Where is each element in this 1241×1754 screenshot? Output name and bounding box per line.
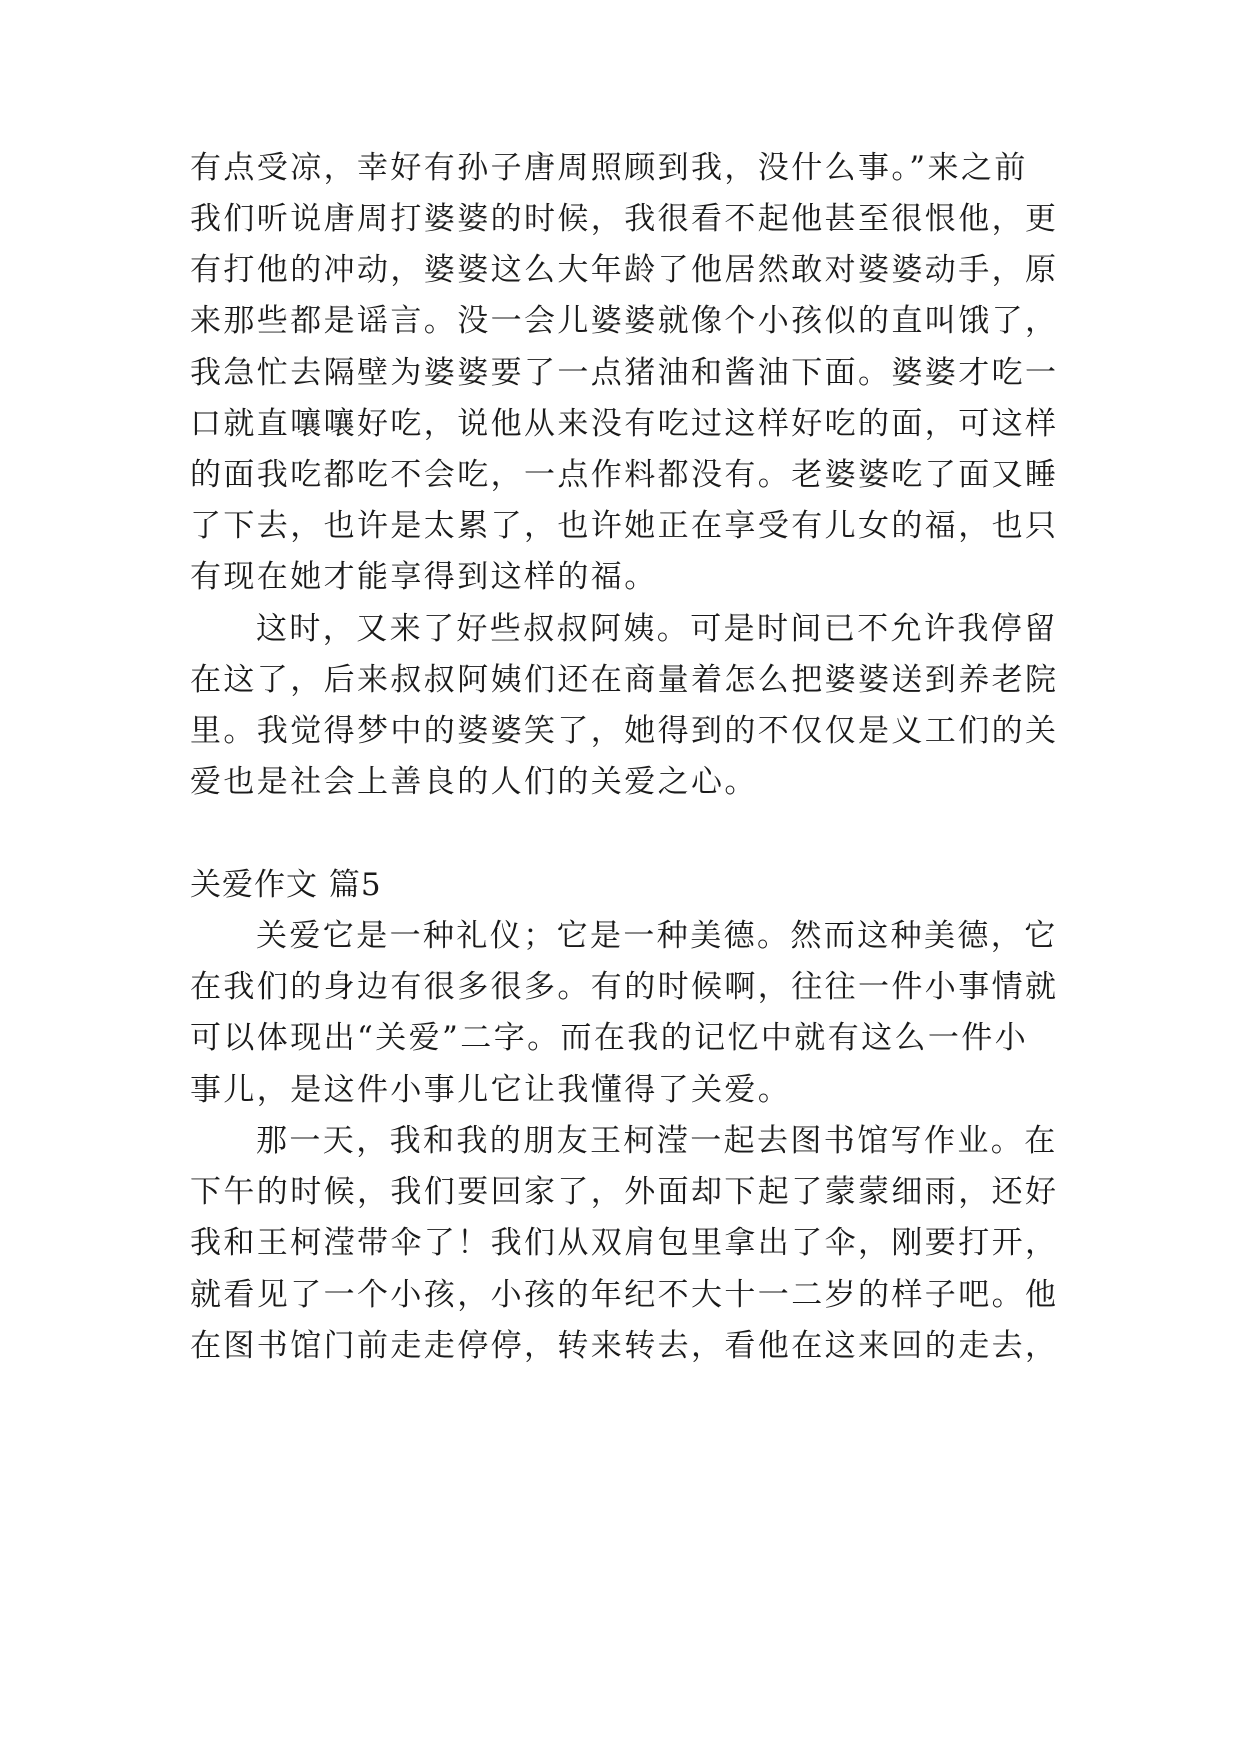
text-line: 可以体现出“关爱”二字。而在我的记忆中就有这么一件小 — [190, 1020, 1029, 1056]
text-line: 我们听说唐周打婆婆的时候，我很看不起他甚至很恨他，更 — [190, 201, 1059, 237]
text-line: 来那些都是谣言。没一会儿婆婆就像个小孩似的直叫饿了， — [190, 303, 1059, 339]
text-line: 在我们的身边有很多很多。有的时候啊，往往一件小事情就 — [190, 969, 1059, 1005]
text-line: 口就直嚷嚷好吃，说他从来没有吃过这样好吃的面，可这样 — [190, 406, 1059, 442]
text-line: 有打他的冲动，婆婆这么大年龄了他居然敢对婆婆动手，原 — [190, 252, 1059, 288]
text-line: 我和王柯滢带伞了！我们从双肩包里拿出了伞，刚要打开， — [190, 1225, 1059, 1261]
text-line: 就看见了一个小孩，小孩的年纪不大十一二岁的样子吧。他 — [190, 1277, 1059, 1313]
text-line: 关爱它是一种礼仪；它是一种美德。然而这种美德，它 — [256, 918, 1058, 954]
text-line: 里。我觉得梦中的婆婆笑了，她得到的不仅仅是义工们的关 — [190, 713, 1059, 749]
text-line: 爱也是社会上善良的人们的关爱之心。 — [190, 764, 758, 800]
text-line: 在图书馆门前走走停停，转来转去，看他在这来回的走去， — [190, 1328, 1059, 1364]
section-heading: 关爱作文 篇5 — [190, 867, 382, 903]
text-line: 这时，又来了好些叔叔阿姨。可是时间已不允许我停留 — [256, 611, 1058, 647]
text-line: 有现在她才能享得到这样的福。 — [190, 559, 658, 595]
text-line: 那一天，我和我的朋友王柯滢一起去图书馆写作业。在 — [256, 1123, 1058, 1159]
text-line: 下午的时候，我们要回家了，外面却下起了蒙蒙细雨，还好 — [190, 1174, 1059, 1210]
text-line: 有点受凉，幸好有孙子唐周照顾到我，没什么事。”来之前 — [190, 150, 1028, 186]
text-line: 了下去，也许是太累了，也许她正在享受有儿女的福，也只 — [190, 508, 1059, 544]
text-line: 的面我吃都吃不会吃，一点作料都没有。老婆婆吃了面又睡 — [190, 457, 1059, 493]
text-line: 在这了，后来叔叔阿姨们还在商量着怎么把婆婆送到养老院 — [190, 662, 1059, 698]
text-line: 我急忙去隔壁为婆婆要了一点猪油和酱油下面。婆婆才吃一 — [190, 355, 1059, 391]
text-line: 事儿，是这件小事儿它让我懂得了关爱。 — [190, 1072, 792, 1108]
